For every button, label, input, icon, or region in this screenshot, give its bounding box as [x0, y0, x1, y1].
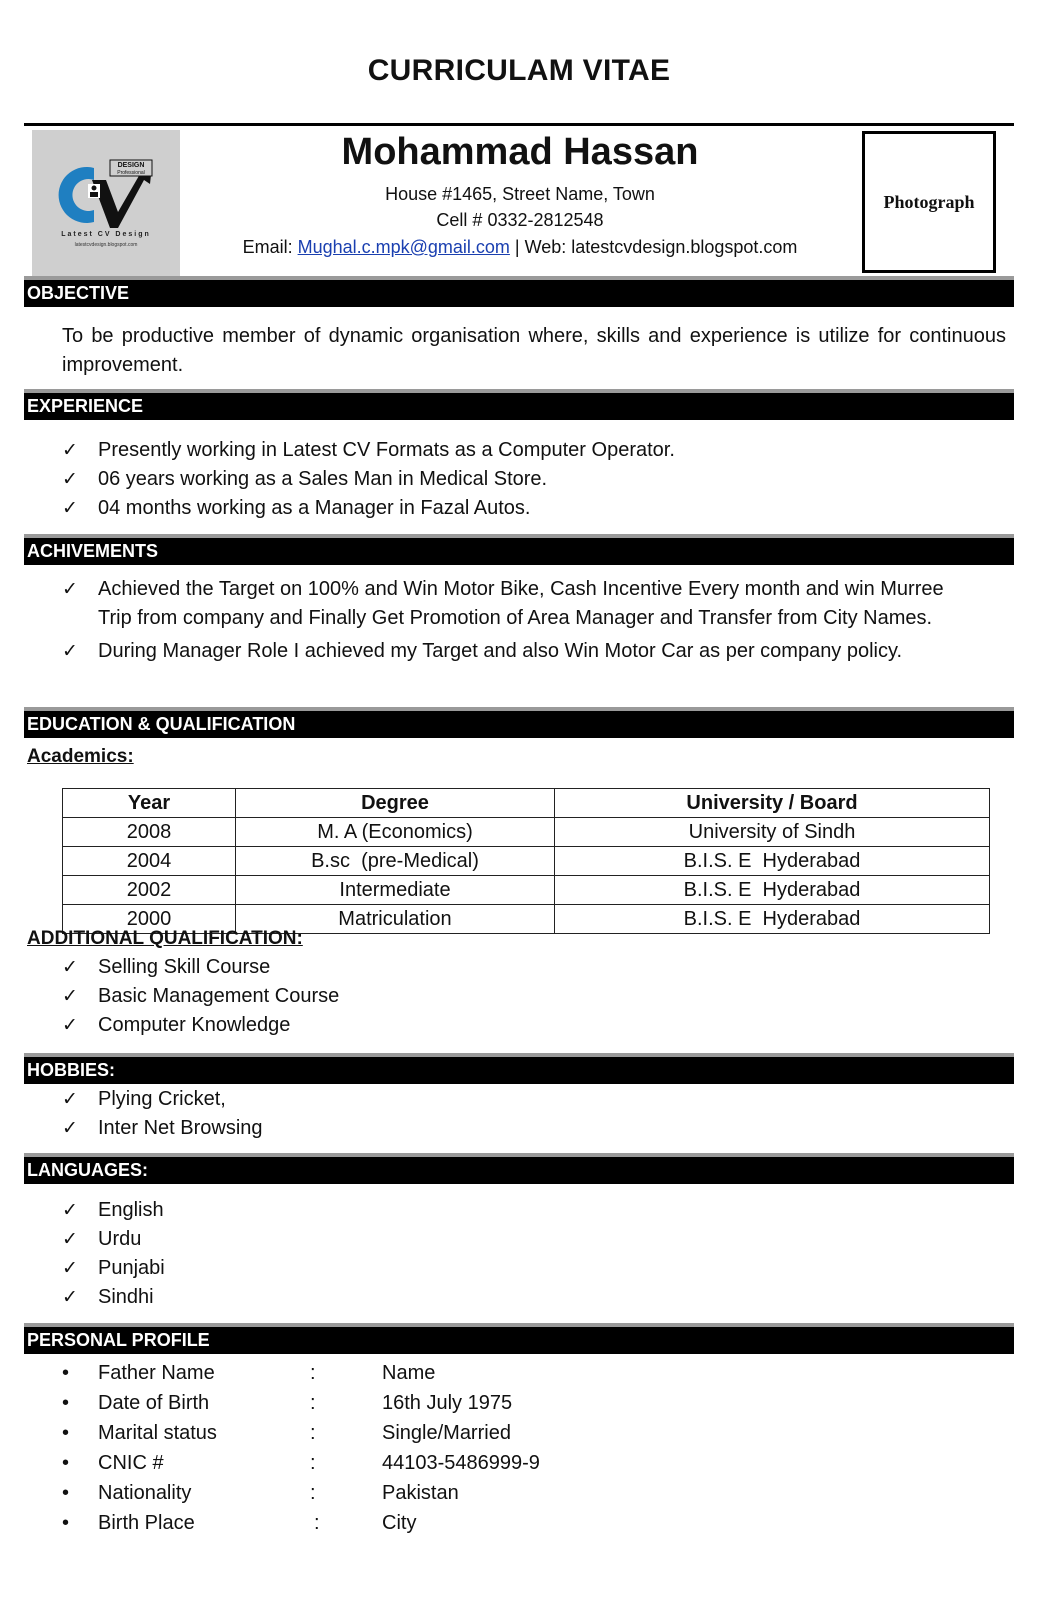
profile-row: [62, 1478, 762, 1508]
bullet-icon: •: [62, 1422, 70, 1444]
list-item: ✓ Urdu: [62, 1225, 1006, 1254]
experience-list: [62, 436, 1006, 523]
table-cell: 2000: [63, 905, 236, 934]
hobbies-heading: HOBBIES:: [27, 1060, 116, 1080]
profile-separator: :: [310, 1482, 316, 1504]
table-cell: M. A (Economics): [236, 818, 555, 847]
check-icon: ✓: [62, 1287, 78, 1308]
table-cell: B.I.S. E Hyderabad: [555, 876, 990, 905]
profile-label: Marital status: [98, 1422, 217, 1444]
photograph-label: Photograph: [883, 191, 975, 212]
personal-profile-list: [62, 1358, 762, 1538]
profile-separator: :: [310, 1452, 316, 1474]
profile-separator: :: [310, 1422, 316, 1444]
logo-graphic-icon: [32, 130, 180, 276]
column-header: Year: [63, 789, 236, 818]
check-icon: ✓: [62, 440, 78, 461]
profile-label: Birth Place: [98, 1512, 195, 1534]
profile-row: [62, 1358, 762, 1388]
personal-profile-heading-bar: [24, 1323, 1014, 1354]
profile-value: Name: [382, 1362, 436, 1384]
languages-list: [62, 1196, 1006, 1312]
logo-label: Latest CV Design: [61, 231, 151, 238]
candidate-name: Mohammad Hassan: [341, 131, 699, 173]
profile-label: Date of Birth: [98, 1392, 210, 1414]
profile-separator: :: [310, 1362, 316, 1384]
table-cell: University of Sindh: [555, 818, 990, 847]
profile-value: 16th July 1975: [382, 1392, 513, 1414]
objective-heading-bar: [24, 276, 1014, 307]
list-item: ✓ English: [62, 1196, 1006, 1225]
table-header-row: [63, 789, 990, 818]
table-cell: B.I.S. E Hyderabad: [555, 905, 990, 934]
check-icon: ✓: [62, 1258, 78, 1279]
profile-label: Father Name: [98, 1362, 215, 1384]
email-web-line: [180, 237, 860, 258]
academics-label: Academics:: [27, 746, 134, 767]
hobbies-list: [62, 1085, 1006, 1143]
bullet-icon: •: [62, 1392, 70, 1414]
column-header: Degree: [236, 789, 555, 818]
check-icon: ✓: [62, 1229, 78, 1250]
profile-value: Pakistan: [382, 1482, 459, 1504]
check-icon: ✓: [62, 579, 78, 600]
table-cell: Matriculation: [236, 905, 555, 934]
check-icon: ✓: [62, 641, 78, 662]
address: House #1465, Street Name, Town: [385, 184, 655, 204]
list-item: ✓ 04 months working as a Manager in Fazal Autos.: [62, 494, 1006, 523]
list-item: ✓ During Manager Role I achieved my Target and also Win Motor Car as per company policy.: [62, 637, 952, 666]
profile-value: 44103-5486999-9: [382, 1452, 540, 1474]
list-item: ✓ Selling Skill Course: [62, 953, 1006, 982]
profile-value: City: [382, 1512, 417, 1534]
experience-heading: EXPERIENCE: [27, 396, 144, 416]
check-icon: ✓: [62, 986, 78, 1007]
profile-label: CNIC #: [98, 1452, 164, 1474]
additional-qualification-label: ADDITIONAL QUALIFICATION:: [27, 928, 303, 949]
list-item: ✓ Sindhi: [62, 1283, 1006, 1312]
check-icon: ✓: [62, 1089, 78, 1110]
list-item: ✓ Punjabi: [62, 1254, 1006, 1283]
check-icon: ✓: [62, 1200, 78, 1221]
personal-profile-heading: PERSONAL PROFILE: [27, 1330, 210, 1350]
education-heading-bar: [24, 707, 1014, 738]
bullet-icon: •: [62, 1482, 70, 1504]
languages-heading: LANGUAGES:: [27, 1160, 148, 1180]
profile-label: Nationality: [98, 1482, 192, 1504]
column-header: University / Board: [555, 789, 990, 818]
profile-row: [62, 1448, 762, 1478]
photograph-placeholder: [862, 131, 996, 273]
logo-url: latestcvdesign.blogspot.com: [74, 242, 138, 248]
cv-design-logo: [32, 130, 180, 276]
profile-value: Single/Married: [382, 1422, 511, 1444]
check-icon: ✓: [62, 1118, 78, 1139]
bullet-icon: •: [62, 1362, 70, 1384]
list-item: ✓ Computer Knowledge: [62, 1011, 1006, 1040]
email-label: Email:: [242, 237, 298, 257]
profile-separator: :: [314, 1512, 320, 1534]
list-item: ✓ Achieved the Target on 100% and Win Motor Bike, Cash Incentive Every month and win Murree Trip from company and Finally Get Promotion of Area Manager and Transfer from City Names.: [62, 575, 952, 633]
list-item: ✓ Inter Net Browsing: [62, 1114, 1006, 1143]
list-item: ✓ Plying Cricket,: [62, 1085, 1006, 1114]
check-icon: ✓: [62, 469, 78, 490]
table-row: [63, 818, 990, 847]
additional-qualification-list: [62, 953, 1006, 1040]
profile-separator: :: [310, 1392, 316, 1414]
list-item: ✓ 06 years working as a Sales Man in Medical Store.: [62, 465, 1006, 494]
page-title: CURRICULAM VITAE: [367, 54, 671, 87]
table-cell: 2008: [63, 818, 236, 847]
profile-row: [62, 1388, 762, 1418]
achievements-list: [62, 575, 952, 666]
bullet-icon: •: [62, 1452, 70, 1474]
profile-row: [62, 1418, 762, 1448]
objective-text: To be productive member of dynamic organisation where, skills and experience is utilize for continuous improvement.: [62, 325, 1006, 376]
web-text: | Web: latestcvdesign.blogspot.com: [509, 237, 798, 257]
objective-heading: OBJECTIVE: [27, 283, 130, 303]
languages-heading-bar: [24, 1153, 1014, 1184]
top-divider: [24, 123, 1014, 126]
table-cell: B.I.S. E Hyderabad: [555, 847, 990, 876]
table-cell: 2002: [63, 876, 236, 905]
hobbies-heading-bar: [24, 1053, 1014, 1084]
table-row: [63, 847, 990, 876]
check-icon: ✓: [62, 957, 78, 978]
check-icon: ✓: [62, 1015, 78, 1036]
table-cell: 2004: [63, 847, 236, 876]
email-link[interactable]: Mughal.c.mpk@gmail.com: [297, 237, 510, 257]
logo-brand-sub: Professional: [117, 170, 145, 176]
profile-row: [62, 1508, 762, 1538]
experience-heading-bar: [24, 389, 1014, 420]
logo-brand-top: DESIGN: [117, 162, 145, 169]
academics-table: [62, 788, 990, 934]
bullet-icon: •: [62, 1512, 70, 1534]
table-row: [63, 876, 990, 905]
list-item: ✓ Presently working in Latest CV Formats as a Computer Operator.: [62, 436, 1006, 465]
check-icon: ✓: [62, 498, 78, 519]
table-cell: B.sc (pre-Medical): [236, 847, 555, 876]
achievements-heading: ACHIVEMENTS: [27, 541, 159, 561]
list-item: ✓ Basic Management Course: [62, 982, 1006, 1011]
education-heading: EDUCATION & QUALIFICATION: [27, 714, 296, 734]
cell-number: Cell # 0332-2812548: [436, 210, 604, 230]
table-cell: Intermediate: [236, 876, 555, 905]
achievements-heading-bar: [24, 534, 1014, 565]
